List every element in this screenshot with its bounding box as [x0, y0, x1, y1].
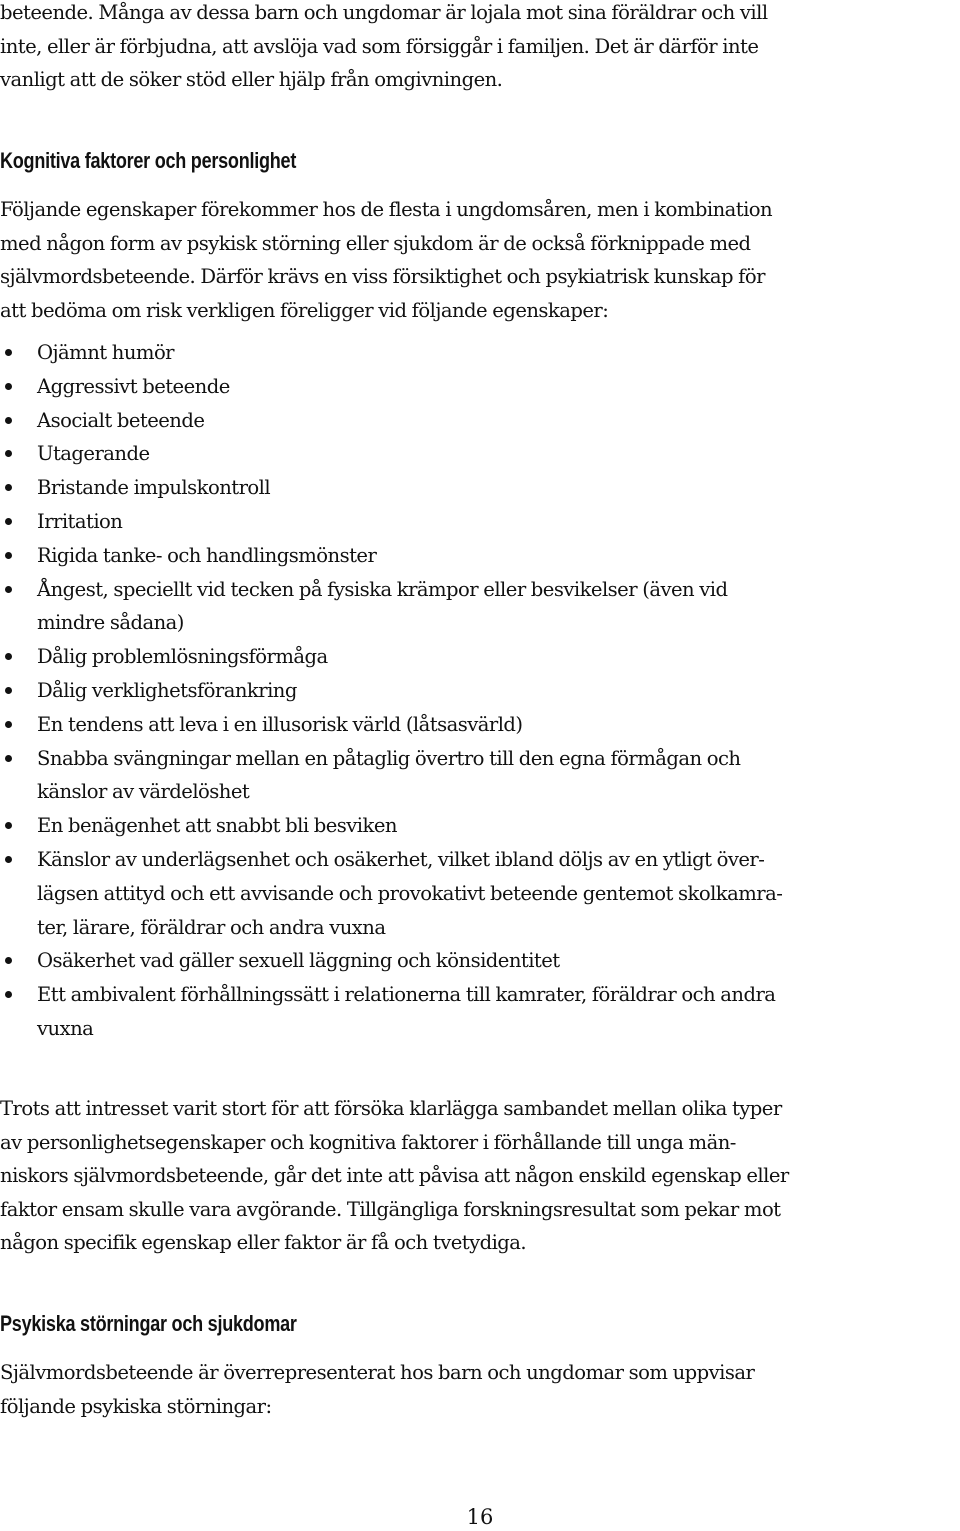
- list-item-text: Känslor av underlägsenhet och osäkerhet, vilket ibland döljs av en ytligt över- lägsen attityd och ett avvisande och provokativt beteende gentemot skolkamra- ter, lärare, föräldrar och andra vuxna: [37, 847, 783, 939]
- list-item: [0, 336, 955, 370]
- bullet-icon: [5, 653, 12, 660]
- list-item-text: Osäkerhet vad gäller sexuell läggning och könsidentitet: [37, 949, 560, 973]
- list-item: [0, 843, 955, 944]
- list-item: [0, 404, 955, 438]
- bullet-icon: [5, 552, 12, 559]
- bullet-icon: [5, 383, 12, 390]
- list-item: [0, 978, 955, 1046]
- bullet-icon: [5, 417, 12, 424]
- list-item: [0, 539, 955, 573]
- list-item-text: Snabba svängningar mellan en påtaglig övertro till den egna förmågan och känslor av värdelöshet: [37, 746, 741, 804]
- list-item-text: Ångest, speciellt vid tecken på fysiska krämpor eller besvikelser (även vid mindre sådana): [37, 577, 728, 635]
- bullet-icon: [5, 484, 12, 491]
- psychiatric-disorders-paragraph: Självmordsbeteende är överrepresenterat hos barn och ungdomar som uppvisar följande psykiska störningar:: [0, 1361, 755, 1418]
- list-item-text: Bristande impulskontroll: [37, 476, 271, 500]
- list-item: [0, 742, 955, 810]
- list-item-text: Utagerande: [37, 442, 150, 466]
- list-item: [0, 437, 955, 471]
- list-item-text: Dålig verklighetsförankring: [37, 678, 297, 702]
- list-item-text: En tendens att leva i en illusorisk värld (låtsasvärld): [37, 712, 523, 736]
- list-item: [0, 505, 955, 539]
- list-item-text: Dålig problemlösningsförmåga: [37, 645, 328, 669]
- list-item-text: Aggressivt beteende: [37, 374, 230, 398]
- intro-paragraph: beteende. Många av dessa barn och ungdomar är lojala mot sina föräldrar och vill inte, eller är förbjudna, att avslöja vad som försiggår i familjen. Det är därför inte vanligt att de söker stöd eller hjälp från omgivningen.: [0, 1, 768, 92]
- bullet-icon: [5, 721, 12, 728]
- bullet-icon: [5, 349, 12, 356]
- traits-bullet-list: [0, 336, 955, 1046]
- list-item: [0, 370, 955, 404]
- list-item-text: Rigida tanke- och handlingsmönster: [37, 543, 377, 567]
- list-item: [0, 809, 955, 843]
- list-item: [0, 944, 955, 978]
- section-heading-cognitive-factors: Kognitiva faktorer och personlighet: [0, 148, 297, 173]
- list-item-text: Ett ambivalent förhållningssätt i relationerna till kamrater, föräldrar och andra vuxna: [37, 983, 776, 1040]
- bullet-icon: [5, 518, 12, 525]
- list-item: [0, 471, 955, 505]
- list-item-text: Asocialt beteende: [37, 408, 205, 432]
- bullet-icon: [5, 991, 12, 998]
- list-item-text: Irritation: [37, 509, 123, 533]
- bullet-icon: [5, 586, 12, 593]
- bullet-icon: [5, 755, 12, 762]
- list-item: [0, 708, 955, 742]
- bullet-icon: [5, 687, 12, 694]
- list-item: [0, 640, 955, 674]
- bullet-icon: [5, 822, 12, 829]
- cognitive-factors-closing-paragraph: Trots att intresset varit stort för att försöka klarlägga sambandet mellan olika typer av personlighetsegenskaper och kognitiva faktorer i förhållande till unga män- niskors självmordsbeteende, går det inte att påvisa att någon enskild egenskap eller faktor ensam skulle vara avgörande. Tillgängliga forskningsresultat som pekar mot någon specifik egenskap eller faktor är få och tvetydiga.: [0, 1097, 789, 1255]
- list-item-text: En benägenhet att snabbt bli besviken: [37, 814, 397, 838]
- bullet-icon: [5, 856, 12, 863]
- list-item: [0, 573, 955, 641]
- bullet-icon: [5, 450, 12, 457]
- list-item: [0, 674, 955, 708]
- cognitive-factors-paragraph: Följande egenskaper förekommer hos de flesta i ungdomsåren, men i kombination med någon form av psykisk störning eller sjukdom är de också förknippade med självmordsbeteende. Därför krävs en viss försiktighet och psykiatrisk kunskap för att bedöma om risk verkligen föreligger vid följande egenskaper:: [0, 198, 773, 322]
- list-item-text: Ojämnt humör: [37, 341, 175, 364]
- bullet-icon: [5, 957, 12, 964]
- page-number: 16: [466, 1505, 494, 1529]
- section-heading-psychiatric-disorders: Psykiska störningar och sjukdomar: [0, 1311, 297, 1336]
